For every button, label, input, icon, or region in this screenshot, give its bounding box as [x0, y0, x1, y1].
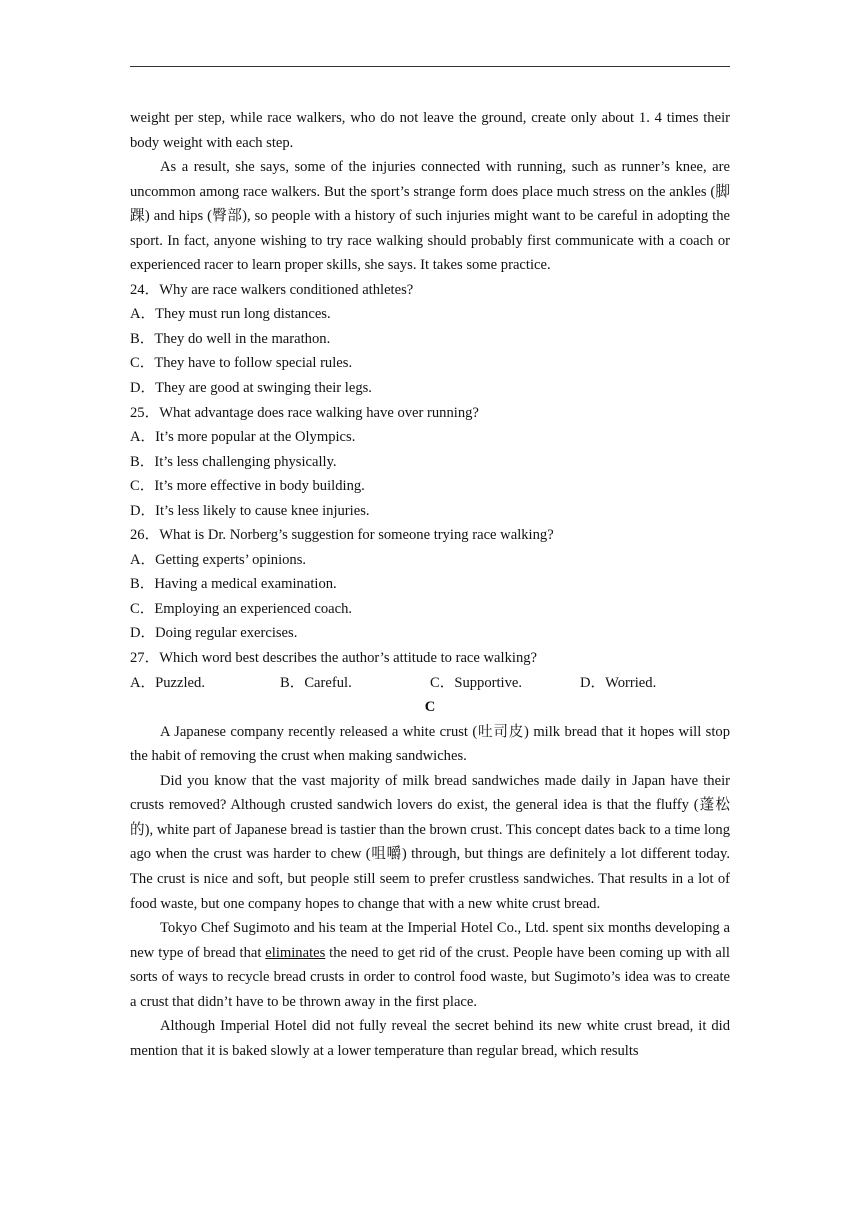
question-stem: 27．Which word best describes the author’s attitude to race walking?	[130, 650, 538, 667]
option-c: C．They have to follow special rules.	[130, 355, 353, 372]
passage-c-paragraph-4: Although Imperial Hotel did not fully reveal the secret behind its new white crust bread, it did mention that it is baked slowly at a lower temperature than regular bread, which results	[130, 1018, 730, 1059]
option-a: A．It’s more popular at the Olympics.	[130, 429, 356, 446]
option-d: D．It’s less likely to cause knee injuries.	[130, 502, 370, 519]
paragraph-continued: weight per step, while race walkers, who do not leave the ground, create only about 1. 4 times their body weight with each step.	[130, 110, 730, 151]
option-b: B．Having a medical examination.	[130, 576, 337, 593]
option-b: B．They do well in the marathon.	[130, 330, 331, 347]
question-24	[130, 278, 730, 401]
options-row	[130, 671, 730, 696]
option-b: B．Careful.	[280, 674, 352, 691]
question-stem: 26．What is Dr. Norberg’s suggestion for someone trying race walking?	[130, 527, 554, 544]
passage-c-paragraph-1: A Japanese company recently released a white crust (吐司皮) milk bread that it hopes will stop the habit of removing the crust when making sandwiches.	[130, 723, 730, 765]
option-c: C．It’s more effective in body building.	[130, 478, 365, 495]
option-b: B．It’s less challenging physically.	[130, 453, 337, 470]
section-heading: C	[424, 699, 436, 716]
option-a: A．Getting experts’ opinions.	[130, 551, 307, 568]
option-d: D．They are good at swinging their legs.	[130, 380, 372, 397]
option-a: A．Puzzled.	[130, 674, 205, 691]
document-content	[130, 106, 730, 1063]
question-26	[130, 523, 730, 646]
question-stem: 25．What advantage does race walking have over running?	[130, 404, 479, 421]
option-d: D．Doing regular exercises.	[130, 625, 298, 642]
option-d: D．Worried.	[580, 674, 657, 691]
passage-c-paragraph-2: Did you know that the vast majority of milk bread sandwiches made daily in Japan have their crusts removed? Although crusted sandwich lovers do exist, the general idea is that the fluffy (蓬松的), white part of Japanese bread is tastier than the brown crust. This concept dates back to a time long ago when the crust was harder to chew (咀嚼) through, but things are definitely a lot different today. The crust is nice and soft, but people still seem to prefer crustless sandwiches. That results in a lot of food waste, but one company hopes to change that with a new white crust bread.	[130, 772, 730, 912]
question-25	[130, 401, 730, 524]
option-a: A．They must run long distances.	[130, 306, 331, 323]
option-c: C．Employing an experienced coach.	[130, 600, 353, 617]
paragraph-injuries: As a result, she says, some of the injuries connected with running, such as runner’s knee, are uncommon among race walkers. But the sport’s strange form does place much stress on the ankles (脚 踝) and hips (臀部), so people with a history of such injuries might want to be careful in adopting the sport. In fact, anyone wishing to try race walking should probably first communicate with a coach or experienced racer to learn proper skills, she says. It takes some practice.	[130, 159, 730, 274]
question-27	[130, 646, 730, 695]
header-rule	[130, 66, 730, 67]
option-c: C．Supportive.	[430, 674, 523, 691]
text-before-keyword: Tokyo Chef Sugimoto and his team at the Imperial Hotel Co., Ltd. spent six months developing a new type of bread that	[130, 920, 730, 961]
underlined-keyword: eliminates	[265, 944, 326, 961]
text-after-keyword: the need to get rid of the crust. People have been coming up with all sorts of ways to recycle bread crusts in order to control food waste, but Sugimoto’s idea was to create a crust that didn’t have to be thrown away in the first place.	[130, 944, 730, 1010]
passage-c-paragraph-3	[130, 916, 730, 1014]
question-stem: 24．Why are race walkers conditioned athletes?	[130, 281, 414, 298]
